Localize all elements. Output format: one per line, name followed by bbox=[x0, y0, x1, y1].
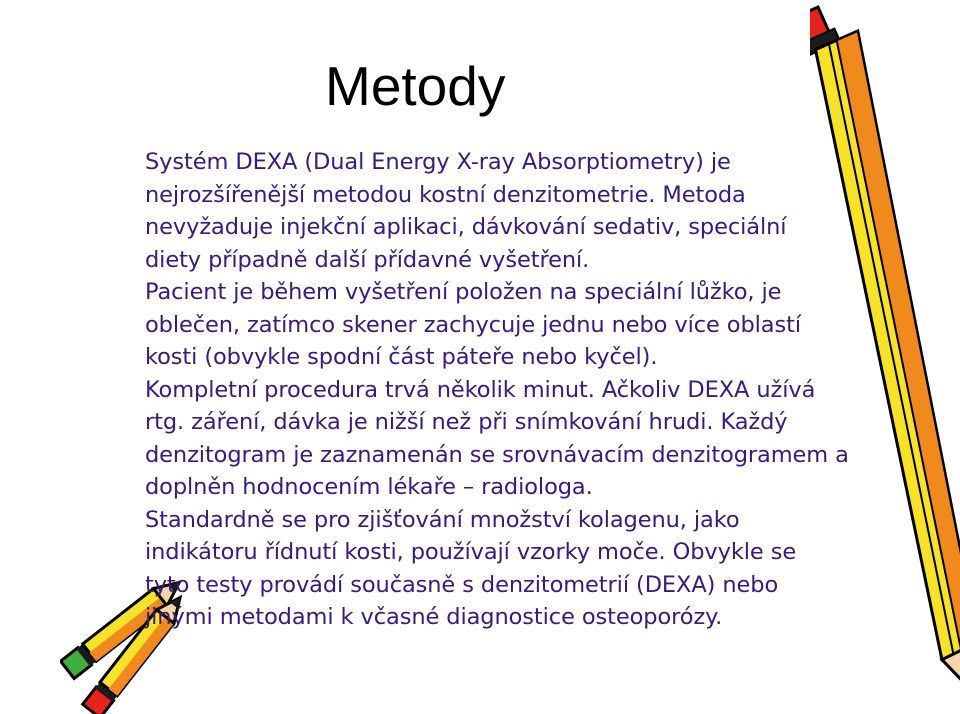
body-line: Standardně se pro zjišťování množství kolagenu, jako bbox=[145, 506, 740, 533]
body-line: rtg. záření, dávka je nižší než při snímkování hrudi. Každý bbox=[145, 409, 788, 435]
body-line: Pacient je během vyšetření položen na speciální lůžko, je bbox=[145, 279, 782, 305]
body-line: jinými metodami k včasné diagnostice osteoporózy. bbox=[145, 604, 723, 630]
body-line: tyto testy provádí současně s denzitometrií (DEXA) nebo bbox=[145, 571, 779, 598]
body-line: kosti (obvykle spodní část páteře nebo kyčel). bbox=[145, 344, 658, 370]
body-line: oblečen, zatímco skener zachycuje jednu nebo více oblastí bbox=[145, 311, 801, 338]
body-line: nejrozšířenější metodou kostní denzitometrie. Metoda bbox=[145, 181, 746, 208]
body-line: nevyžaduje injekční aplikaci, dávkování sedativ, speciální bbox=[145, 214, 787, 240]
body-line: Kompletní procedura trvá několik minut. Ačkoliv DEXA užívá bbox=[145, 376, 816, 403]
body-line: indikátoru řídnutí kosti, používají vzorky moče. Obvykle se bbox=[145, 539, 797, 565]
body-line: diety případně další přídavné vyšetření. bbox=[145, 246, 590, 273]
body-line: doplněn hodnocením lékaře – radiologa. bbox=[145, 474, 593, 500]
body-line: Systém DEXA (Dual Energy X-ray Absorptiometry) je bbox=[145, 149, 731, 175]
body-line: denzitogram je zaznamenán se srovnávacím denzitogramem a bbox=[145, 441, 849, 468]
slide-body-text bbox=[145, 146, 915, 634]
slide-title: Metody bbox=[325, 55, 506, 117]
